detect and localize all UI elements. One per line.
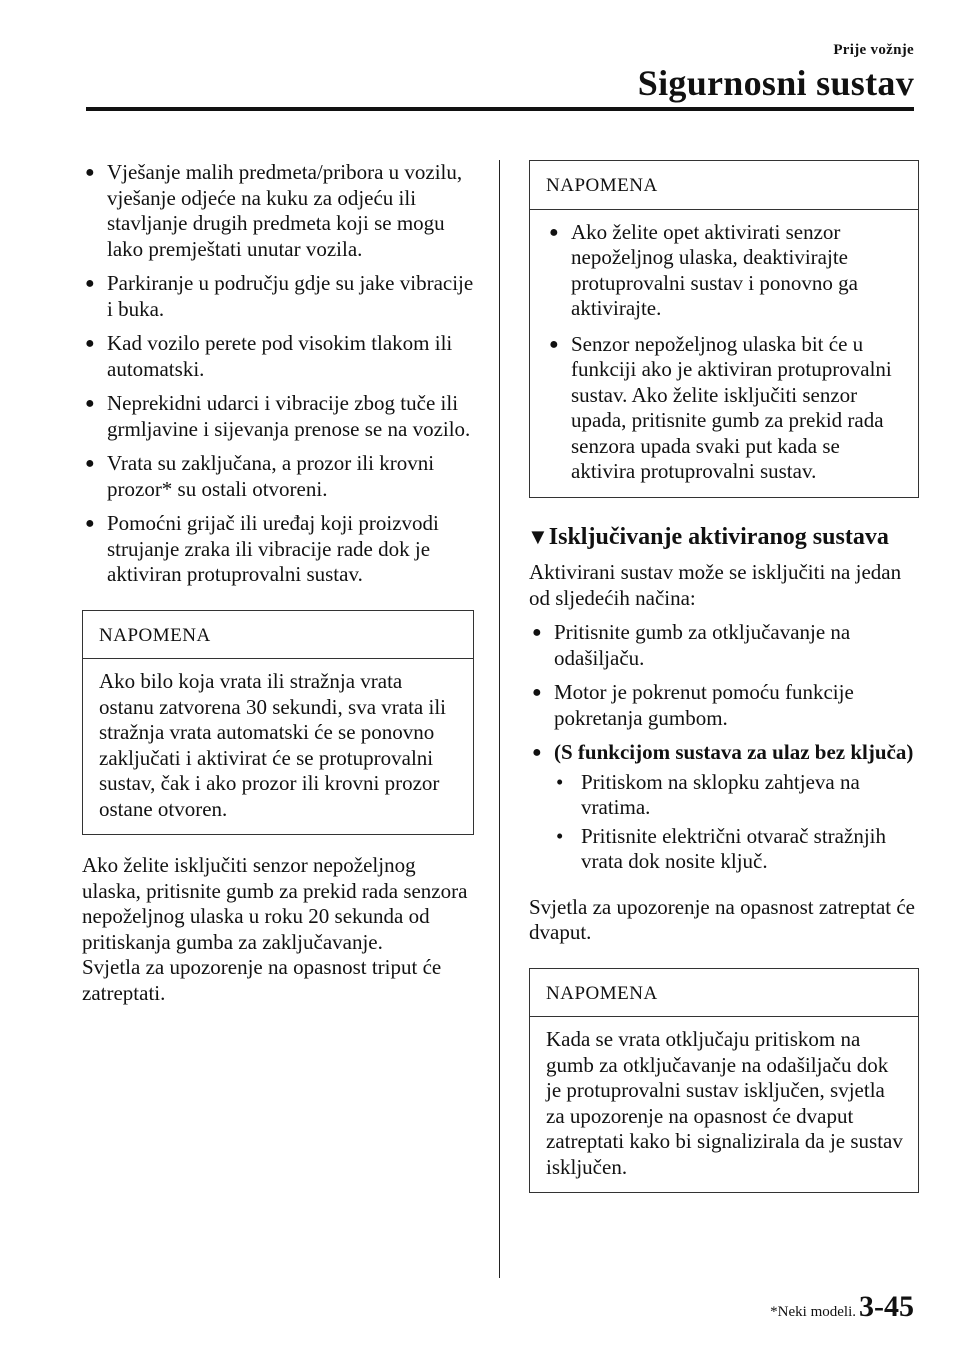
list-item: ● Vješanje malih predmeta/pribora u vozilu, vješanje odjeće na kuku za odjeću ili stavljanje drugih predmeta koji se mogu lako premještati unutar vozila. <box>85 160 463 261</box>
bullet-icon: ● <box>549 335 559 353</box>
paragraph: Svjetla za upozorenje na opasnost triput će zatreptati. <box>82 955 442 1005</box>
note-heading: NAPOMENA <box>83 611 473 660</box>
header-rule <box>86 107 914 111</box>
note-text: Kada se vrata otključaju pritiskom na gumb za otključavanje na odašiljaču dok je protuprovalni sustav isključen, svjetla za upozorenje na opasnost će dvaput zatreptati kako bi signalizirala da je sustav isključen. <box>546 1027 903 1179</box>
left-column <box>82 160 474 1006</box>
note-box <box>529 968 919 1194</box>
bullet-icon: ● <box>85 455 95 472</box>
note-list <box>546 220 904 485</box>
dot-icon: • <box>556 823 564 848</box>
list-item: ● Kad vozilo perete pod visokim tlakom ili automatski. <box>85 331 453 381</box>
list-item: ● Ako želite opet aktivirati senzor nepoželjnog ulaska, deaktivirajte protuprovalni sustav i ponovno ga aktivirajte. <box>549 219 858 320</box>
note-box <box>82 610 474 836</box>
note-box <box>529 160 919 498</box>
note-heading: NAPOMENA <box>530 161 918 210</box>
bullet-icon: ● <box>549 223 559 241</box>
column-divider <box>499 160 500 1278</box>
list-item: ● Neprekidni udarci i vibracije zbog tuče ili grmljavine i sijevanja prenose se na vozilo. <box>85 391 471 441</box>
sub-list-item: • Pritisnite električni otvarač stražnjih vrata dok nosite ključ. <box>556 823 886 873</box>
page-title: Sigurnosni sustav <box>637 63 914 103</box>
list-item: ● Parkiranje u području gdje su jake vibracije i buka. <box>85 271 474 321</box>
page-number: 3-45 <box>859 1290 914 1323</box>
section-heading: ▼Isključivanje aktiviranog sustava <box>527 523 889 550</box>
note-body <box>530 210 918 497</box>
dot-icon: • <box>556 769 564 794</box>
list-item: ● Senzor nepoželjnog ulaska bit će u funkciji ako je aktiviran protuprovalni sustav. Ako želite isključiti senzor upada, pritisnite gumb za prekid rada senzora upada svaki put kada se aktivira protuprovalni sustav. <box>549 331 892 483</box>
list-item: ● Motor je pokrenut pomoću funkcije pokretanja gumbom. <box>532 680 854 730</box>
list-item: ● Pomoćni grijač ili uređaj koji proizvodi strujanje zraka ili vibracije rade dok je aktiviran protuprovalni sustav. <box>85 511 439 586</box>
footnote: *Neki modeli. <box>770 1304 856 1320</box>
list-item: ● Vrata su zaključana, a prozor ili krovni prozor* su ostali otvoreni. <box>85 451 435 501</box>
intro-paragraph: Aktivirani sustav može se isključiti na jedan od sljedećih načina: <box>529 560 902 610</box>
list-item: ● (S funkcijom sustava za ulaz bez ključa) • Pritiskom na sklopku zahtjeva na vratima. • Pritisnite električni otvarač stražnjih vrata dok nosite ključ. <box>529 740 919 875</box>
bullet-icon: ● <box>532 684 542 701</box>
bullet-icon: ● <box>85 275 95 292</box>
paragraph: Ako želite isključiti senzor nepoželjnog ulaska, pritisnite gumb za prekid rada senzora nepoželjnog ulaska u roku 20 sekunda od pritiskanja gumba za zaključavanje. <box>82 853 468 954</box>
sub-list-item: • Pritiskom na sklopku zahtjeva na vratima. <box>556 769 860 819</box>
list-item: ● Pritisnite gumb za otključavanje na odašiljaču. <box>532 620 851 670</box>
bullet-icon: ● <box>85 164 95 181</box>
bullet-icon: ● <box>85 335 95 352</box>
note-heading: NAPOMENA <box>530 969 918 1018</box>
bullet-icon: ● <box>85 515 95 532</box>
right-column <box>529 160 919 1193</box>
method-list <box>529 620 919 875</box>
condition-list <box>82 160 474 588</box>
note-text: Ako bilo koja vrata ili stražnja vrata ostanu zatvorena 30 sekundi, sva vrata ili stražnja vrata automatski će se ponovno zaključati i aktivirat će se protuprovalni sustav, čak i ako prozor ili krovni prozor ostane otvoren. <box>99 669 446 821</box>
bullet-icon: ● <box>532 744 542 761</box>
sub-list <box>554 770 919 875</box>
bullet-icon: ● <box>532 624 542 641</box>
section-label: Prije vožnje <box>833 42 914 58</box>
paragraph: Svjetla za upozorenje na opasnost zatreptat će dvaput. <box>529 894 915 944</box>
bullet-icon: ● <box>85 395 95 412</box>
triangle-down-icon: ▼ <box>527 523 549 549</box>
